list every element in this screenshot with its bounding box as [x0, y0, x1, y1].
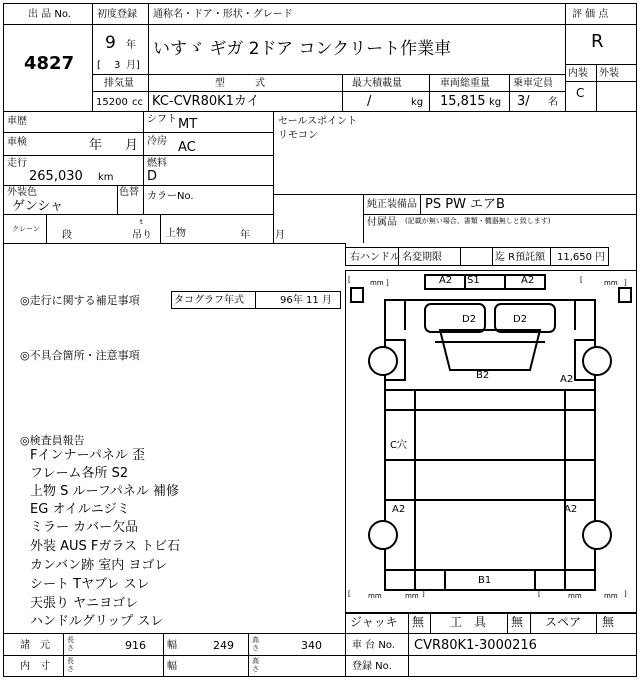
max-load: / [367, 94, 372, 109]
gross-weight: 15,815 [440, 94, 486, 109]
divider [143, 111, 144, 214]
divider [3, 155, 273, 156]
divider [248, 633, 249, 677]
hgt-label: 高さ [252, 636, 259, 652]
driving-label: ◎走行に関する補足事項 [20, 294, 140, 307]
color-no-label: カラーNo. [147, 191, 194, 202]
upper-label: 上物 [166, 228, 186, 239]
load-unit: kg [411, 97, 424, 108]
divider [46, 214, 47, 243]
mm-bracket: [ [348, 276, 351, 284]
tools-value: 無 [511, 615, 524, 629]
damage-mark: A2 [521, 275, 535, 286]
color-change-label: 色替 [119, 187, 139, 198]
report-line: 天張り ヤニヨゴレ [30, 596, 139, 611]
mm-bracket: ] [386, 279, 389, 287]
dims-height: 340 [301, 639, 322, 652]
month-open: [ [97, 60, 101, 71]
inspection-label: 車検 [7, 137, 27, 148]
tacho-year: 96年 [280, 295, 303, 306]
lot-label: 出 品 No. [28, 9, 71, 20]
divider [430, 613, 431, 633]
mm-unit: mm [368, 592, 382, 600]
exterior-label: 外装 [599, 68, 619, 79]
mm-bracket: ] [422, 590, 425, 598]
mm-unit: mm [604, 592, 618, 600]
interior-label: 内装 [568, 68, 588, 79]
inspector-label: ◎検査員報告 [20, 434, 85, 447]
defect-label: ◎不具合箇所・注意事項 [20, 349, 140, 362]
handle-side: 右ハンドル [350, 252, 400, 263]
divider [345, 613, 346, 677]
divider [408, 633, 409, 677]
damage-mark: A2 [564, 504, 578, 515]
capacity-unit: 名 [548, 97, 558, 108]
chassis-label: 車 台 No. [352, 640, 395, 651]
model-label: 型 式 [215, 78, 265, 89]
spare-value: 無 [602, 615, 615, 629]
mm-bracket: ] [624, 279, 627, 287]
damage-mark: A2 [560, 374, 574, 385]
divider [408, 613, 409, 633]
divider [345, 613, 637, 614]
interior-grade: C [576, 86, 585, 100]
divider [363, 214, 637, 215]
damage-mark: B2 [476, 370, 490, 381]
damage-mark: D2 [513, 314, 528, 325]
mm-unit: mm [405, 592, 419, 600]
history-label: 車歴 [7, 116, 27, 127]
report-line: Fインナーパネル 歪 [30, 448, 145, 463]
crane-label: クレーン [12, 225, 40, 233]
tacho-label: タコグラフ年式 [174, 295, 244, 306]
report-line: EG オイルニジミ [30, 502, 130, 517]
divider [345, 265, 609, 266]
displacement: 15200 [96, 97, 128, 108]
damage-mark: A2 [392, 504, 406, 515]
divider [345, 247, 609, 248]
divider [507, 613, 508, 633]
acc-label: 付属品 [367, 217, 397, 228]
divider [565, 3, 566, 111]
recycle-label: 迄 R預託額 [495, 252, 546, 263]
wid-label-2: 幅 [167, 661, 177, 672]
disp-label: 排気量 [104, 78, 134, 89]
month-close: 月] [126, 60, 140, 71]
mileage-label: 走行 [7, 158, 27, 169]
shift-value: MT [178, 117, 198, 132]
report-line: 外装 AUS Fガラス トビ石 [30, 539, 181, 554]
weight-unit: kg [489, 97, 502, 108]
damage-mark: D2 [462, 314, 477, 325]
divider [160, 214, 161, 243]
equip-label: 純正装備品 [367, 199, 417, 210]
divider [3, 132, 273, 133]
name-change-label: 名変期限 [402, 252, 442, 263]
mm-bracket: [ [348, 590, 351, 598]
capacity: 3/ [517, 94, 530, 109]
divider [565, 64, 637, 65]
acc-note: (記載が無い場合、書類・機器無しと致します) [405, 217, 551, 225]
divider [3, 633, 637, 634]
report-line: 上物 S ルーフパネル 補修 [30, 484, 179, 499]
int-label: 内 寸 [20, 661, 50, 672]
divider [342, 74, 343, 111]
disp-unit: cc [132, 97, 143, 108]
tools-label: 工 具 [450, 615, 487, 629]
insp-month-unit: 月 [125, 138, 139, 153]
weight-label: 車両総重量 [440, 78, 490, 89]
dims-width: 249 [213, 639, 234, 652]
model-code: KC-CVR80K1カイ [152, 94, 260, 109]
car-name: いすゞ ギガ 2ドア コンクリート作業車 [153, 39, 452, 59]
upper-month: 月 [275, 230, 285, 241]
divider [3, 243, 345, 244]
crane-ton: t [140, 218, 143, 226]
color-label: 外装色 [7, 187, 37, 198]
reg-label: 登録 No. [352, 661, 392, 672]
sales-text: リモコン [278, 130, 318, 141]
mm-unit: mm [568, 592, 582, 600]
cooler-label: 冷房 [147, 136, 167, 147]
report-line: ミラー カバー欠品 [30, 520, 139, 535]
fuel-label: 燃料 [147, 158, 167, 169]
grade-label: 評 価 点 [572, 9, 609, 20]
divider [3, 111, 637, 112]
chassis-number: CVR80K1-3000216 [414, 638, 537, 653]
mm-bracket: ] [624, 590, 627, 598]
capacity-label: 乗車定員 [513, 78, 553, 89]
divider [92, 74, 565, 75]
lot-number: 4827 [24, 53, 75, 74]
len-label: 長さ [67, 636, 74, 652]
divider [608, 247, 609, 265]
wid-label: 幅 [167, 640, 177, 651]
cooler-value: AC [178, 140, 196, 155]
reg-year: 9 [105, 33, 116, 53]
divider [92, 91, 565, 92]
fuel-value: D [147, 169, 158, 184]
divider [273, 194, 637, 195]
divider [596, 64, 597, 111]
year-unit: 年 [126, 40, 136, 51]
shift-label: シフト [147, 114, 177, 125]
divider [363, 194, 364, 243]
overall-grade: R [591, 31, 604, 52]
mm-bracket: [ [538, 590, 541, 598]
report-line: シート Tヤブレ スレ [30, 577, 150, 592]
report-line: カンバン跡 室内 ヨゴレ [30, 558, 168, 573]
divider [163, 633, 164, 677]
divider [565, 81, 637, 82]
tacho-month: 11 月 [306, 295, 332, 306]
first-reg-label: 初度登録 [97, 9, 137, 20]
report-line: フレーム各所 S2 [30, 466, 129, 481]
damage-mark: A2 [439, 275, 453, 286]
len-label-2: 長さ [67, 657, 74, 673]
jack-label: ジャッキ [350, 615, 398, 629]
hgt-label-2: 高さ [252, 657, 259, 673]
divider [460, 247, 461, 265]
name-label: 通称名・ドア・形状・グレード [153, 9, 293, 20]
divider [117, 185, 118, 214]
reg-month: 3 [114, 60, 121, 71]
upper-year: 年 [240, 230, 250, 241]
sales-label: セールスポイント [278, 116, 358, 127]
divider [3, 24, 637, 25]
divider [429, 74, 430, 111]
divider [420, 194, 421, 215]
crane-stage: 段 [62, 230, 72, 241]
divider [345, 243, 346, 265]
divider [63, 633, 64, 677]
divider [550, 247, 551, 265]
divider [492, 247, 493, 265]
divider [509, 74, 510, 111]
equip-value: PS PW エアB [425, 197, 505, 212]
crane-hang: 吊り [132, 230, 152, 241]
load-label: 最大積載量 [352, 78, 402, 89]
dims-length: 916 [125, 639, 146, 652]
jack-value: 無 [412, 615, 425, 629]
damage-mark: C穴 [390, 440, 407, 451]
divider [255, 291, 256, 309]
insp-year-unit: 年 [89, 138, 103, 153]
color-value: ゲンシャ [12, 199, 64, 214]
spare-label: スペア [545, 615, 582, 629]
recycle-unit: 円 [595, 252, 605, 263]
report-line: ハンドルグリップ スレ [30, 614, 164, 629]
truck-damage-diagram [345, 270, 637, 613]
divider [3, 655, 637, 656]
divider [3, 185, 273, 186]
mm-unit: mm [604, 279, 618, 287]
damage-mark: S1 [467, 275, 480, 286]
mm-unit: mm [370, 279, 384, 287]
divider [596, 613, 597, 633]
divider [92, 3, 93, 111]
mileage-unit: km [98, 172, 114, 183]
mm-bracket: [ [580, 276, 583, 284]
recycle-amount: 11,650 [557, 252, 592, 263]
dims-label: 諸 元 [20, 640, 50, 651]
divider [148, 3, 149, 111]
damage-mark: B1 [478, 575, 492, 586]
divider [3, 214, 273, 215]
divider [273, 111, 274, 243]
mileage-value: 265,030 [29, 169, 83, 184]
divider [530, 613, 531, 633]
